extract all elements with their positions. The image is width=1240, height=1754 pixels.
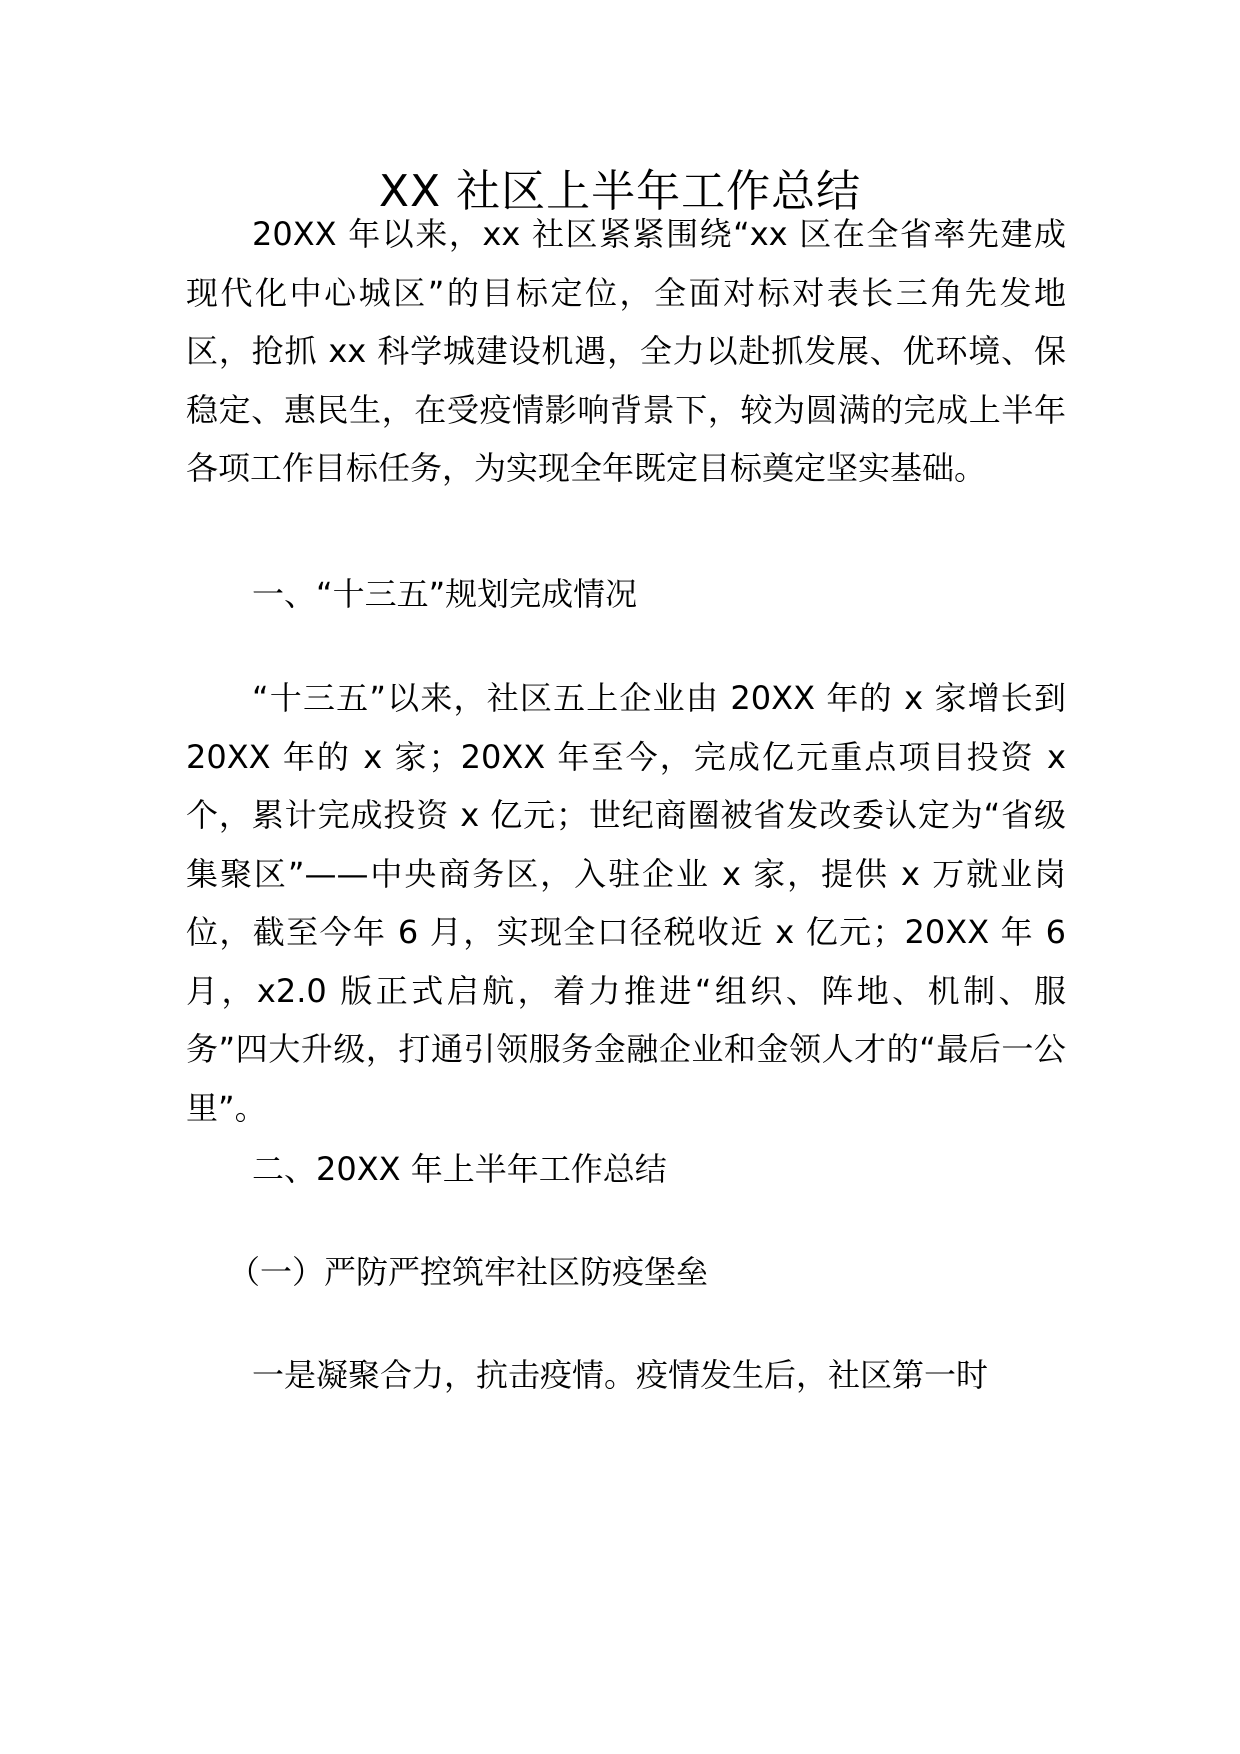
section-2-heading: 二、20XX 年上半年工作总结 [252,1150,667,1188]
subsection-1-paragraph: 一是凝聚合力，抗击疫情。疫情发生后，社区第一时 [252,1356,989,1394]
subsection-1-heading: （一）严防严控筑牢社区防疫堡垒 [228,1253,709,1291]
intro-paragraph: 20XX 年以来，xx 社区紧紧围绕“xx 区在全省率先建成现代化中心城区”的目标定位，全面对标对表长三角先发地区，抢抓 xx 科学城建设机遇，全力以赴抓发展、优环境、保稳定、惠民生，在受疫情影响背景下，较为圆满的完成上半年各项工作目标任务，为实现全年既定目标奠定坚实基础。 [186,215,1066,487]
section-1-heading: 一、“十三五”规划完成情况 [252,575,638,613]
document-title: XX 社区上半年工作总结 [378,166,862,217]
section-1-paragraph: “十三五”以来，社区五上企业由 20XX 年的 x 家增长到 20XX 年的 x 家；20XX 年至今，完成亿元重点项目投资 x 个，累计完成投资 x 亿元；世纪商圈被省发改委认定为“省级集聚区”——中央商务区，入驻企业 x 家，提供 x 万就业岗位，截至今年 6 月，实现全口径税收近 x 亿元；20XX 年 6 月，x2.0 版正式启航，着力推进“组织、阵地、机制、服务”四大升级，打通引领服务金融企业和金领人才的“最后一公里”。 [186,679,1066,1127]
